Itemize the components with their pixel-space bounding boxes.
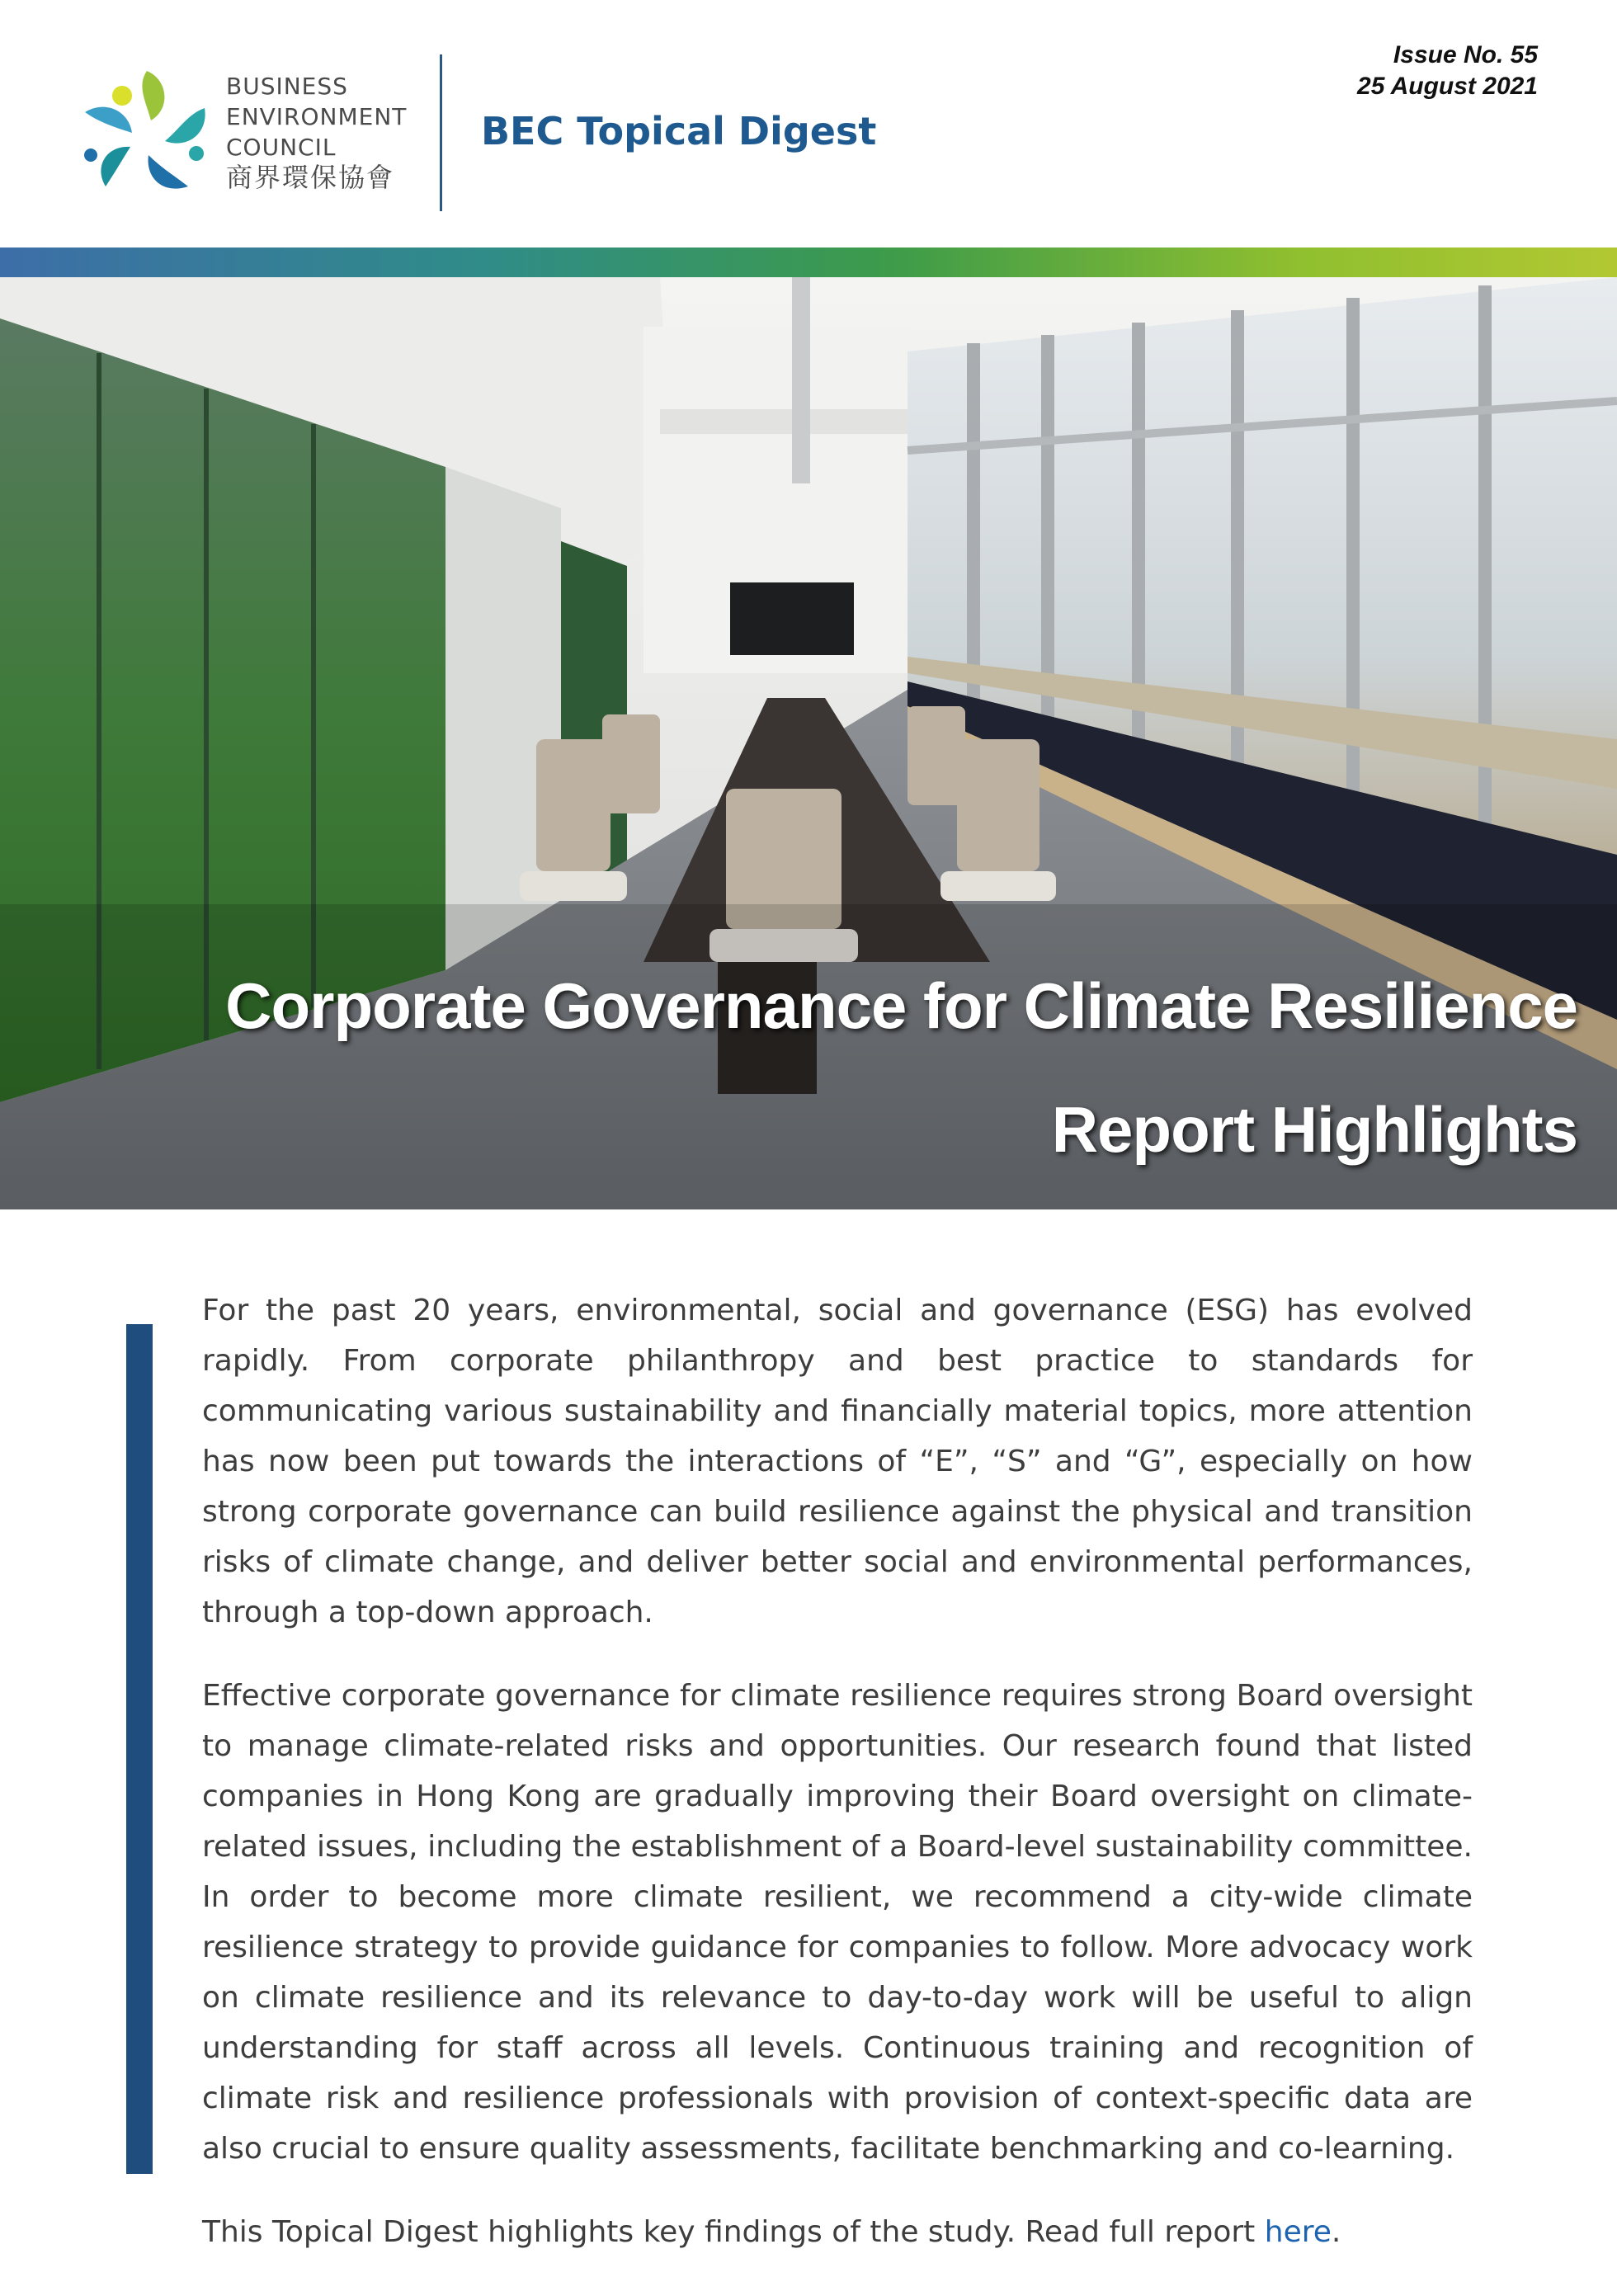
org-name-line: ENVIRONMENT	[226, 103, 408, 130]
full-report-link[interactable]: here	[1264, 2215, 1332, 2249]
hero-title: Corporate Governance for Climate Resilience	[225, 969, 1577, 1042]
org-name	[226, 71, 407, 193]
org-name-zh: 商界環保協會	[226, 162, 395, 193]
hero-subtitle: Report Highlights	[1051, 1093, 1577, 1166]
cta-end: .	[1331, 2215, 1341, 2249]
issue-date: 25 August 2021	[1357, 73, 1538, 100]
header-divider	[440, 54, 442, 211]
issue-number: Issue No. 55	[1393, 41, 1538, 68]
conference-room-photo	[0, 277, 1617, 1209]
accent-bar	[126, 1324, 153, 2174]
issue-info	[1357, 40, 1538, 102]
gradient-strip	[0, 248, 1617, 277]
bec-logo-icon	[73, 63, 221, 203]
cta-text: This Topical Digest highlights key findings of the study. Read full report	[202, 2215, 1265, 2249]
digest-title: BEC Topical Digest	[481, 109, 877, 153]
article-body	[202, 1285, 1473, 2290]
org-name-line: COUNCIL	[226, 134, 337, 161]
paragraph-cta	[202, 2207, 1473, 2257]
org-name-line: BUSINESS	[226, 73, 348, 100]
paragraph: Effective corporate governance for climate resilience requires strong Board oversight to manage climate-related risks and opportunities. Our research found that listed companies in Hong Kong are gradually improving their Board oversight on climate-related issues, including the establishment of a Board-level sustainability committee. In order to become more climate resilient, we recommend a city-wide climate resilience strategy to provide guidance for companies to follow. More advocacy work on climate resilience and its relevance to day-to-day work will be useful to align understanding for staff across all levels. Continuous training and recognition of climate risk and resilience professionals with provision of context-specific data are also crucial to ensure quality assessments, facilitate benchmarking and co-learning.	[202, 1679, 1473, 2166]
page-header	[0, 0, 1617, 248]
paragraph: For the past 20 years, environmental, social and governance (ESG) has evolved rapidly. From corporate philanthropy and best practice to standards for communicating various sustainability and financially material topics, more attention has now been put towards the interactions of “E”, “S” and “G”, especially on how strong corporate governance can build resilience against the physical and transition risks of climate change, and deliver better social and environmental performances, through a top-down approach.	[202, 1294, 1473, 1629]
hero-image	[0, 277, 1617, 1209]
